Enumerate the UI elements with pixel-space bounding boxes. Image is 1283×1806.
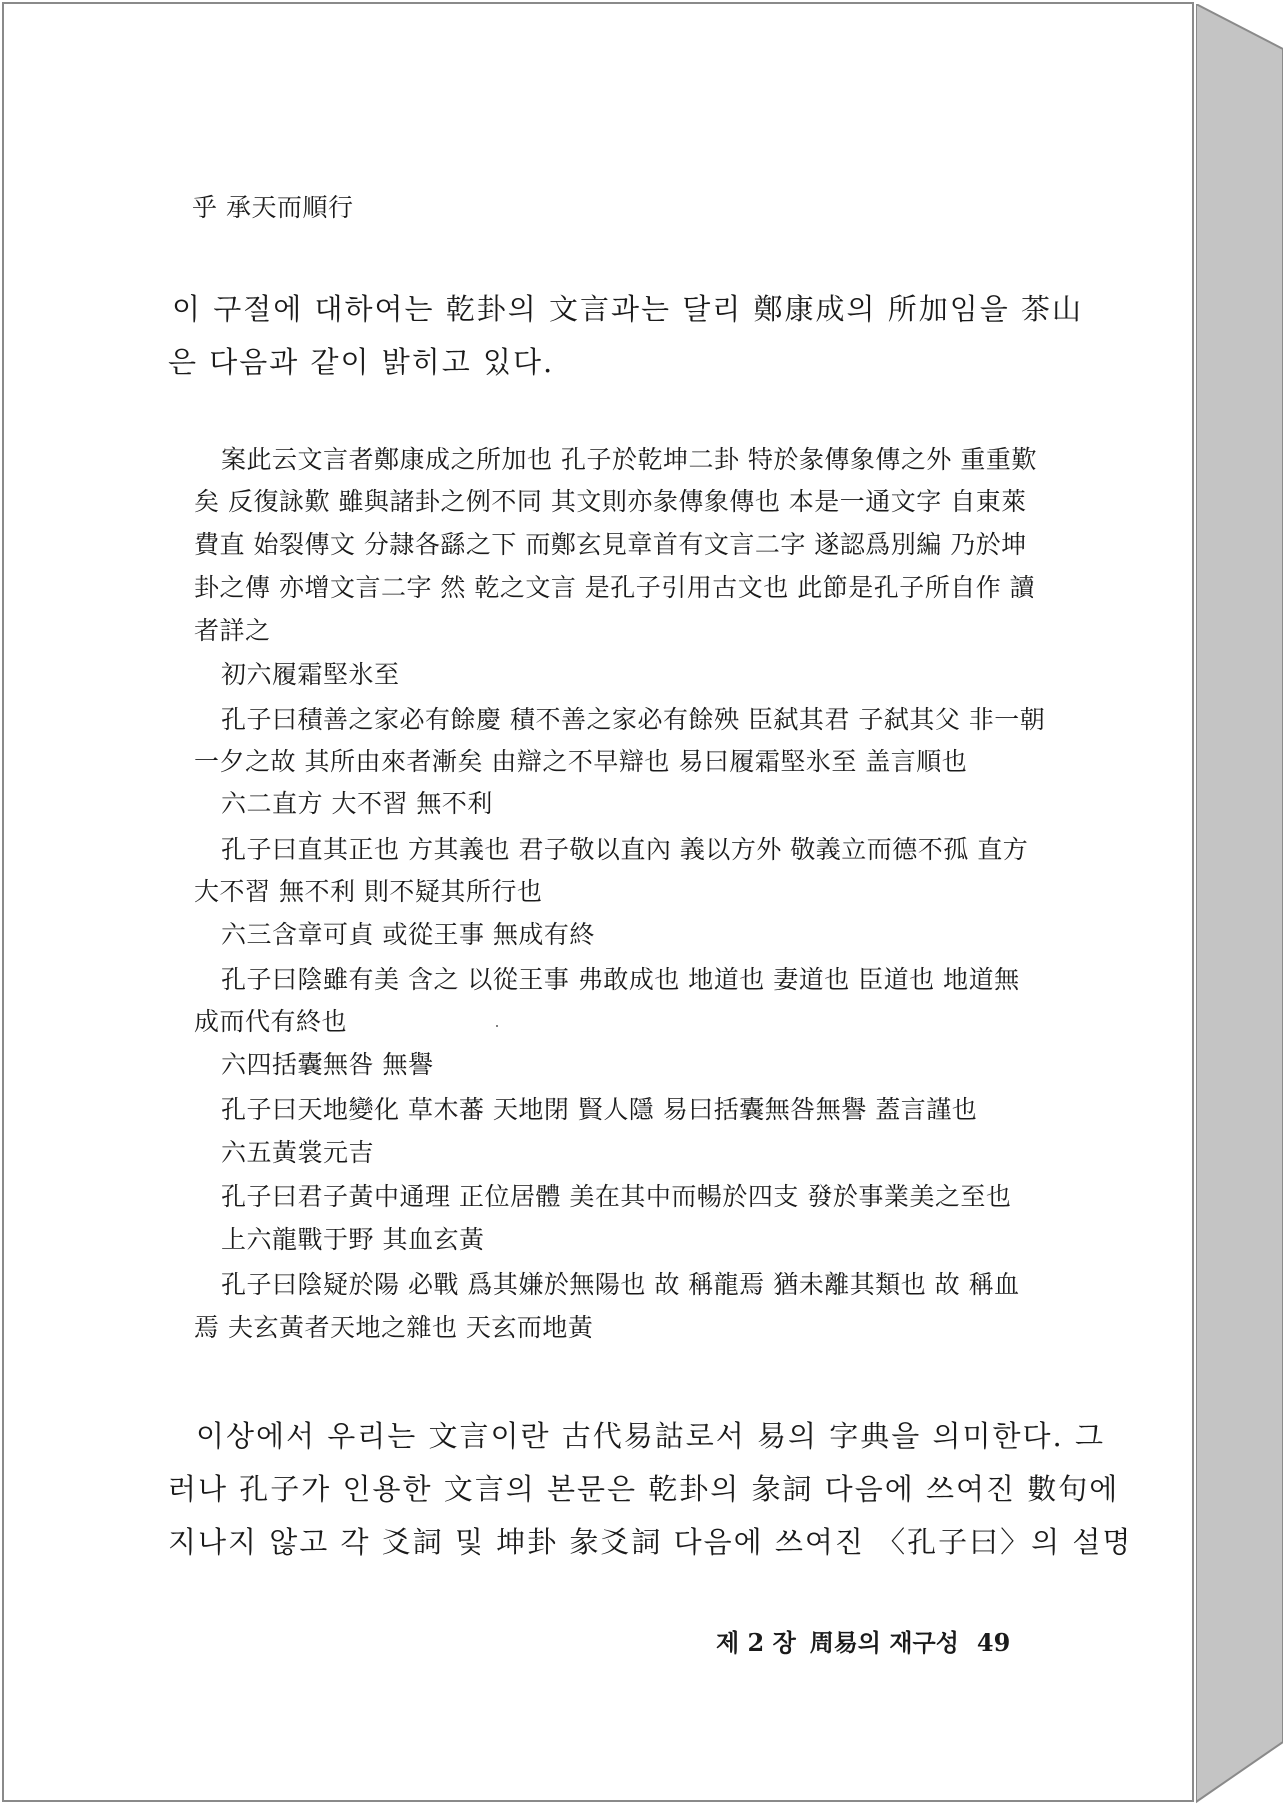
quote-line: 孔子曰積善之家必有餘慶 積不善之家必有餘殃 臣弑其君 子弑其父 非一朝 <box>221 705 1046 734</box>
quote-line: 六二直方 大不習 無不利 <box>221 789 493 818</box>
quote-line: 上六龍戰于野 其血玄黃 <box>221 1225 485 1254</box>
quote-line: 成而代有終也 <box>194 1007 348 1036</box>
intro-line-2: 은 다음과 같이 밝히고 있다. <box>168 345 555 379</box>
quote-line: 案此云文言者鄭康成之所加也 孔子於乾坤二卦 特於彖傳象傳之外 重重歎 <box>221 445 1037 474</box>
quote-line: 費直 始裂傳文 分隷各繇之下 而鄭玄見章首有文言二字 遂認爲別編 乃於坤 <box>194 530 1027 559</box>
quote-line: 焉 夫玄黃者天地之雜也 天玄而地黃 <box>194 1313 594 1342</box>
quote-line: 六四括囊無咎 無譽 <box>221 1050 434 1079</box>
quote-line: 初六履霜堅氷至 <box>221 660 400 689</box>
verse-line: 乎 承天而順行 <box>192 193 354 222</box>
footer-title: 周易의 재구성 <box>809 1628 959 1657</box>
quote-line: 六五黃裳元吉 <box>221 1138 375 1167</box>
quote-line: 六三含章可貞 或從王事 無成有終 <box>221 920 595 949</box>
conclusion-line-3: 지나지 않고 각 爻詞 및 坤卦 彖爻詞 다음에 쓰여진 〈孔子曰〉의 설명 <box>168 1525 1133 1559</box>
page-number: 49 <box>976 1628 1011 1657</box>
quote-line: 孔子曰陰疑於陽 必戰 爲其嫌於無陽也 故 稱龍焉 猶未離其類也 故 稱血 <box>221 1270 1020 1299</box>
quote-line: 大不習 無不利 則不疑其所行也 <box>194 877 543 906</box>
quote-line: 孔子曰君子黃中通理 正位居體 美在其中而暢於四支 發於事業美之至也 <box>221 1182 1012 1211</box>
quote-line: 一夕之故 其所由來者漸矣 由辯之不早辯也 易曰履霜堅氷至 盖言順也 <box>194 747 968 776</box>
running-footer <box>716 1623 1010 1658</box>
quote-line: 卦之傳 亦增文言二字 然 乾之文言 是孔子引用古文也 此節是孔子所自作 讀 <box>194 573 1036 602</box>
conclusion-line-2: 러나 孔子가 인용한 文言의 본문은 乾卦의 彖詞 다음에 쓰여진 數句에 <box>168 1472 1120 1506</box>
quote-line: 孔子曰天地變化 草木蕃 天地閉 賢人隱 易曰括囊無咎無譽 蓋言謹也 <box>221 1095 978 1124</box>
intro-line-1: 이 구절에 대하여는 乾卦의 文言과는 달리 鄭康成의 所加임을 茶山 <box>172 292 1083 326</box>
quote-line: 者詳之 <box>194 616 271 645</box>
quote-line: 孔子曰陰雖有美 含之 以從王事 弗敢成也 地道也 妻道也 臣道也 地道無 <box>221 965 1020 994</box>
quote-line: 矣 反復詠歎 雖與諸卦之例不同 其文則亦彖傳象傳也 本是一通文字 自東萊 <box>194 487 1027 516</box>
document-page <box>2 2 1194 1802</box>
footer-chapter: 제 2 장 <box>716 1628 796 1657</box>
book-edge-shape <box>1196 4 1283 1804</box>
conclusion-line-1: 이상에서 우리는 文言이란 古代易詁로서 易의 字典을 의미한다. 그 <box>196 1419 1105 1453</box>
speck <box>496 1025 498 1027</box>
quote-line: 孔子曰直其正也 方其義也 君子敬以直內 義以方外 敬義立而德不孤 直方 <box>221 835 1029 864</box>
